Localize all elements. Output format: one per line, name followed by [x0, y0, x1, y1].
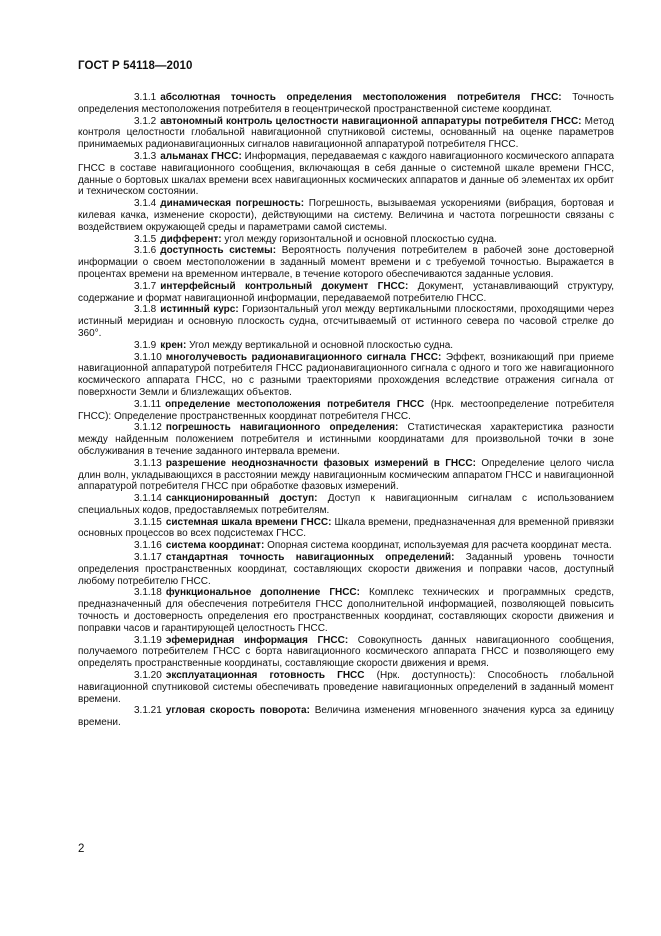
- definition-entry: [78, 151, 614, 198]
- entry-term: крен:: [160, 339, 187, 351]
- entry-number: 3.1.5: [134, 233, 157, 245]
- entry-term: эксплуатационная готовность ГНСС: [165, 670, 365, 682]
- definition-entry: [78, 422, 614, 457]
- entry-number: 3.1.1: [134, 92, 157, 103]
- entry-definition: Горизонтальный угол между вертикальными плоскостями, проходящими через истинный меридиан и основную плоскость судна, отсчитываемый от истинного севера по часовой стрелке до 360°.: [78, 304, 615, 339]
- entry-number: 3.1.14: [134, 493, 162, 505]
- entry-term: динамическая погрешность:: [160, 198, 305, 210]
- entry-number: 3.1.21: [134, 705, 162, 717]
- entry-definition: Вероятность получения потребителем в рабочей зоне достоверной информации о своем местоположении в заданный момент времени и с требуемой точностью. Выражается в процентах времени на временном интервале, в течение которого обеспечиваются заданные условия.: [78, 245, 614, 280]
- entry-number: 3.1.3: [134, 150, 157, 162]
- page-number: 2: [78, 843, 85, 855]
- definition-entry: [78, 493, 614, 517]
- definition-entry: [78, 116, 614, 151]
- entry-definition: (Нрк. местоопределение потребителя ГНСС): Определение пространственных координат потребителя ГНСС.: [78, 398, 614, 422]
- entry-number: 3.1.20: [134, 670, 162, 682]
- entry-term: системная шкала времени ГНСС:: [165, 516, 332, 528]
- entry-definition: Величина изменения мгновенного значения курса за единицу времени.: [78, 705, 614, 729]
- entry-definition: (Нрк. доступность): Способность глобальной навигационной спутниковой системы обеспечивать проведение навигационных определений в заданный момент времени.: [78, 670, 614, 705]
- definition-entry: [78, 92, 614, 116]
- definition-entry: [78, 304, 614, 339]
- entry-number: 3.1.11: [134, 398, 162, 410]
- definition-entry: [78, 517, 614, 541]
- entry-number: 3.1.16: [134, 540, 162, 552]
- entry-term: интерфейсный контрольный документ ГНСС:: [160, 280, 409, 292]
- entry-term: система координат:: [165, 540, 265, 552]
- entry-definition: Точность определения местоположения потребителя в геоцентрической пространственной системе координат.: [78, 92, 614, 115]
- entry-number: 3.1.10: [134, 351, 162, 363]
- entry-term: стандартная точность навигационных определений:: [165, 552, 455, 564]
- entry-term: эфемеридная информация ГНСС:: [165, 634, 349, 646]
- entry-definition: Угол между вертикальной и основной плоскостью судна.: [189, 339, 454, 351]
- entry-number: 3.1.13: [134, 457, 162, 469]
- entry-number: 3.1.17: [134, 552, 162, 564]
- entry-term: дифферент:: [160, 233, 222, 245]
- definition-entry: [78, 234, 614, 246]
- entry-number: 3.1.7: [134, 280, 157, 292]
- entry-term: функциональное дополнение ГНСС:: [165, 587, 360, 599]
- entry-term: альманах ГНСС:: [160, 150, 242, 162]
- entry-definition: Заданный уровень точности определения пространственных координат, составляющих скорости движения и поправки часов, доступный любому потребителю ГНСС.: [78, 552, 614, 587]
- definition-entry: [78, 552, 614, 587]
- definitions-list: [78, 92, 614, 729]
- entry-number: 3.1.15: [134, 516, 162, 528]
- entry-term: доступность системы:: [160, 245, 277, 257]
- entry-term: угловая скорость поворота:: [165, 705, 310, 717]
- definition-entry: [78, 281, 614, 305]
- definition-entry: [78, 587, 614, 634]
- entry-number: 3.1.18: [134, 587, 162, 599]
- entry-definition: Опорная система координат, используемая для расчета координат места.: [267, 540, 612, 552]
- definition-entry: [78, 705, 614, 729]
- entry-definition: Шкала времени, предназначенная для временной привязки основных процессов во всех подсистемах ГНСС.: [78, 516, 615, 540]
- definition-entry: [78, 245, 614, 280]
- entry-number: 3.1.2: [134, 115, 157, 127]
- document-header: ГОСТ Р 54118—2010: [78, 60, 193, 72]
- definition-entry: [78, 670, 614, 705]
- entry-definition: Эффект, возникающий при приеме навигационной аппаратурой потребителя ГНСС радионавигационного сигнала с одного и того же навигационного космического аппарата ГНСС, но с разными траекториями прохождения вследствие отражения сигнала от поверхности Земли и близлежащих объектов.: [78, 351, 614, 398]
- definition-entry: [78, 340, 614, 352]
- entry-definition: Информация, передаваемая с каждого навигационного космического аппарата ГНСС в составе навигационного сообщения, включающая в себя данные о системной шкале времени ГНСС, данные о бортовых шкалах времени всех навигационных космических аппаратов и данные об элементах их орбит и техническом состоянии.: [78, 150, 614, 198]
- entry-number: 3.1.8: [134, 304, 157, 316]
- definition-entry: [78, 198, 614, 233]
- entry-definition: Погрешность, вызываемая ускорениями (вибрация, бортовая и килевая качка, изменение скорости), действующими на систему. Величина и частота погрешности связаны с воздействием окружающей среды и параметрами самой системы.: [78, 198, 615, 233]
- entry-term: абсолютная точность определения местоположения потребителя ГНСС:: [160, 92, 562, 103]
- entry-definition: Определение целого числа длин волн, укладывающихся в расстоянии между навигационным космическим аппаратом ГНСС и навигационной аппаратурой потребителя ГНСС при обработке фазовых измерений.: [78, 457, 614, 493]
- entry-definition: угол между горизонтальной и основной плоскостью судна.: [224, 233, 497, 245]
- entry-definition: Комплекс технических и программных средств, предназначенный для обеспечения потребителя ГНСС дополнительной информацией, позволяющей повысить точность и достоверность определения его пространственных координат, составляющих скорости движения и поправки часов и гарантирующей целостность ГНСС.: [78, 587, 615, 634]
- definition-entry: [78, 458, 614, 493]
- entry-definition: Метод контроля целостности глобальной навигационной спутниковой системы, основанный на оценке параметров принимаемых радионавигационных сигналов навигационной аппаратурой потребителя ГНСС.: [78, 115, 614, 151]
- entry-term: разрешение неоднозначности фазовых измерений в ГНСС:: [165, 457, 476, 469]
- entry-definition: Документ, устанавливающий структуру, содержание и формат навигационной информации, передаваемой потребителю ГНСС.: [78, 280, 614, 304]
- entry-number: 3.1.9: [134, 339, 157, 351]
- entry-number: 3.1.6: [134, 245, 157, 257]
- entry-term: погрешность навигационного определения:: [165, 422, 399, 434]
- definition-entry: [78, 352, 614, 399]
- entry-number: 3.1.19: [134, 634, 162, 646]
- entry-term: санкционированный доступ:: [165, 493, 318, 505]
- definition-entry: [78, 540, 614, 552]
- entry-definition: Доступ к навигационным сигналам с использованием специальных кодов, предоставляемых потребителям.: [78, 493, 615, 516]
- entry-number: 3.1.4: [134, 198, 157, 210]
- entry-number: 3.1.12: [134, 422, 162, 434]
- entry-definition: Совокупность данных навигационного сообщения, получаемого потребителем ГНСС с борта навигационного космического аппарата ГНСС и позволяющего ему определять пространственные координаты, составляющие скорости движения и время.: [78, 634, 615, 670]
- entry-term: многолучевость радионавигационного сигнала ГНСС:: [165, 351, 442, 363]
- definition-entry: [78, 635, 614, 670]
- entry-term: автономный контроль целостности навигационной аппаратуры потребителя ГНСС:: [160, 115, 582, 127]
- entry-term: определение местоположения потребителя ГНСС: [165, 398, 425, 410]
- entry-term: истинный курс:: [160, 304, 239, 316]
- definition-entry: [78, 399, 614, 423]
- entry-definition: Статистическая характеристика разности между найденным положением потребителя и истинными координатами для произвольной точки в зоне обслуживания в течение заданного интервала времени.: [78, 422, 615, 457]
